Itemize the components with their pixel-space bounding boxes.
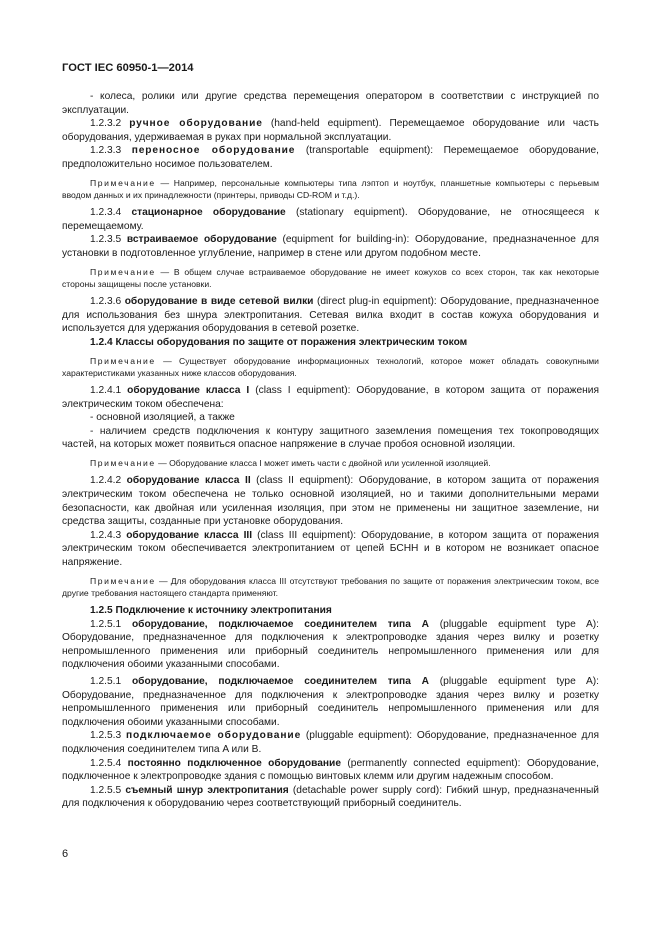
clause-1-2-4-1 <box>62 384 599 411</box>
note-1 <box>62 177 599 202</box>
clause-1-2-3-6 <box>62 295 599 336</box>
term: оборудование, подключаемое соединителем типа A <box>131 618 429 630</box>
note-text: — Например, персональные компьютеры типа лэптоп и ноутбук, планшетные компьютеры с перьевым вводом данных и их принадлежности (принтеры, приводы CD-ROM и т.д.). <box>62 177 599 200</box>
definition: (direct plug-in equipment): Оборудование, предназначенное для использования без шнура электропитания. Сетевая вилка входит в состав кожуха оборудования и используется для удержания оборудования в сетевой розетке. <box>62 296 599 335</box>
definition: (class I equipment): Оборудование, в котором защита от поражения электрическим током обеспечена: <box>62 385 599 410</box>
definition: (class III equipment): Оборудование, в котором защита от поражения электрическим током обеспечивается электропитанием от цепей БСНН и в котором не возникает опасное напряжение. <box>62 529 599 568</box>
clause-number: 1.2.3.4 <box>90 207 132 219</box>
definition: (pluggable equipment type A): Оборудование, предназначенное для подключения к электропроводке здания через вилку и розетку непромышленного применения или приборный соединитель непромышленного применения или для подключения обоими указанными способами. <box>62 676 599 728</box>
definition: (pluggable equipment): Оборудование, предназначенное для подключения соединителем типа A или B. <box>62 730 599 756</box>
term: оборудование в виде сетевой вилки <box>124 296 314 308</box>
note-text: — Для оборудования класса III отсутствуют требования по защите от поражения электрическим током, все другие требования настоящего стандарта применяют. <box>62 575 599 598</box>
term: постоянно подключенное оборудование <box>127 757 341 769</box>
clause-1-2-5-1 <box>62 618 599 672</box>
clause-number: 1.2.5.4 <box>90 757 128 769</box>
note-4 <box>62 457 599 469</box>
definition: (hand-held equipment). Перемещаемое оборудование или часть оборудования, удерживаемая в руках при нормальной эксплуатации. <box>62 118 599 143</box>
term: оборудование, подключаемое соединителем типа A <box>131 676 429 688</box>
list-item: - основной изоляцией, а также <box>90 412 235 424</box>
note-5 <box>62 575 599 600</box>
clause-number: 1.2.5.1 <box>90 618 132 630</box>
list-item: - наличием средств подключения к контуру защитного заземления помещения тех токопроводящих частей, на которых может появиться опасное напряжение в случае пробоя основной изоляции. <box>62 425 599 451</box>
definition: (pluggable equipment type A): Оборудование, предназначенное для подключения к электропроводке здания через вилку и розетку непромышленного применения или приборный соединитель непромышленного применения или для подключения обоими указанными способами. <box>62 618 599 671</box>
clause-number: 1.2.5.1 <box>90 676 132 688</box>
page-number: 6 <box>62 848 69 860</box>
clause-1-2-3-2 <box>62 117 599 144</box>
note-label: Примечание <box>90 575 156 586</box>
clause-1-2-5-1-repeat <box>62 675 599 729</box>
note-label: Примечание <box>90 458 156 469</box>
clause-number: 1.2.4.3 <box>90 529 127 541</box>
term: съемный шнур электропитания <box>125 784 289 796</box>
clause-1-2-3-4 <box>62 206 599 233</box>
term: стационарное оборудование <box>131 207 286 219</box>
note-text: — Оборудование класса I может иметь части с двойной или усиленной изоляцией. <box>155 458 491 469</box>
definition: (permanently connected equipment): Оборудование, подключенное к электропроводке здания с помощью винтовых клемм или другим надежным способом. <box>62 757 599 783</box>
section-heading-1-2-4: 1.2.4 Классы оборудования по защите от поражения электрическим током <box>90 336 468 348</box>
term: оборудование класса III <box>126 529 253 541</box>
clause-number: 1.2.5.5 <box>90 784 126 796</box>
definition: (equipment for building-in): Оборудование, предназначенное для установки в подготовленное углубление, например в стене или другом подобном месте. <box>62 234 599 259</box>
clause-1-2-5-4 <box>62 757 599 784</box>
document-header: ГОСТ IEC 60950-1—2014 <box>62 62 194 74</box>
definition: (detachable power supply cord): Гибкий шнур, предназначенный для подключения к оборудованию через соответствующий приборный соединитель. <box>62 784 599 810</box>
term: ручное оборудование <box>129 118 263 130</box>
clause-1-2-5-5 <box>62 784 599 811</box>
term: подключаемое оборудование <box>125 730 302 742</box>
term: оборудование класса II <box>126 475 251 487</box>
note-text: — Существует оборудование информационных технологий, которое может обладать совокупными характеристиками указанных ниже классов оборудования. <box>62 355 599 378</box>
note-label: Примечание <box>90 266 156 277</box>
clause-1-2-4-3 <box>62 529 599 570</box>
note-text: — В общем случае встраиваемое оборудование не имеет кожухов со всех сторон, так как некоторые стороны защищены после установки. <box>62 266 599 289</box>
clause-number: 1.2.4.2 <box>90 475 127 487</box>
clause-1-2-4-2 <box>62 474 599 528</box>
section-heading-1-2-5: 1.2.5 Подключение к источнику электропитания <box>90 605 332 617</box>
clause-number: 1.2.5.3 <box>90 730 126 742</box>
list-item-wheels: - колеса, ролики или другие средства перемещения оператором в соответствии с инструкцией по эксплуатации. <box>62 91 599 116</box>
note-3 <box>62 355 599 380</box>
definition: (stationary equipment). Оборудование, не относящееся к перемещаемому. <box>62 207 599 232</box>
clause-number: 1.2.3.5 <box>90 234 127 246</box>
note-label: Примечание <box>90 355 156 366</box>
clause-1-2-3-5 <box>62 233 599 260</box>
clause-number: 1.2.3.2 <box>90 118 130 130</box>
term: оборудование класса I <box>127 385 250 397</box>
clause-1-2-3-3 <box>62 144 599 171</box>
clause-number: 1.2.4.1 <box>90 385 128 397</box>
clause-1-2-5-3 <box>62 729 599 756</box>
note-label: Примечание <box>90 177 156 188</box>
page-body <box>62 90 599 811</box>
clause-number: 1.2.3.6 <box>90 296 125 308</box>
term: переносное оборудование <box>131 145 296 157</box>
definition: (transportable equipment): Перемещаемое оборудование, предположительно носимое пользователем. <box>62 145 599 170</box>
definition: (class II equipment): Оборудование, в котором защита от поражения электрическим током обеспечена не только основной изоляцией, но и такими дополнительными мерами безопасности, как двойная или усиленная изоляция, при этом не применены ни защитное заземление, ни средства защиты, созданные при установке оборудования. <box>62 475 599 528</box>
term: встраиваемое оборудование <box>126 234 277 246</box>
clause-number: 1.2.3.3 <box>90 145 132 157</box>
note-2 <box>62 266 599 291</box>
